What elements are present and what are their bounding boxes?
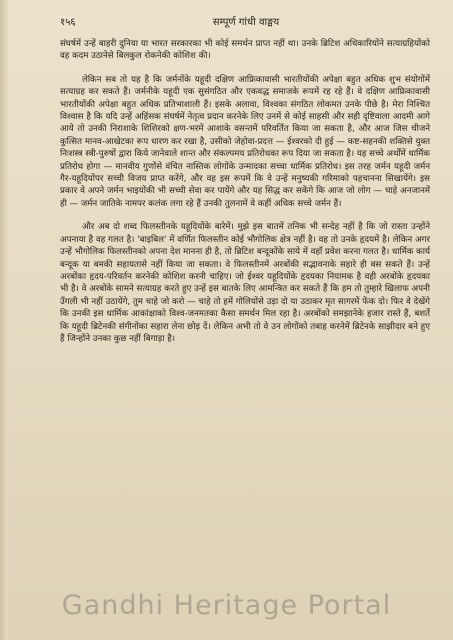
running-head (60, 14, 432, 30)
paragraph-continued: संघर्षमें उन्हें बाहरी दुनिया या भारत सरकारका भी कोई समर्थन प्राप्त नहीं था। उनके ब्रिटिश अधिकारियोंने सत्याग्रहियोंको वह कदम उठानेसे बिलकुल रोकनेकी कोशिश की। (60, 39, 430, 62)
page-edge-shadow (0, 0, 8, 640)
body-text (60, 38, 430, 345)
paragraph-palestine-jews: और अब दो शब्द फिलस्तीनके यहूदियोंके बारेमें। मुझे इस बातमें तनिक भी सन्देह नहीं है कि जो रास्ता उन्होंने अपनाया है वह गलत है। 'बाइबिल' में वर्णित फिलस्तीन कोई भौगोलिक क्षेत्र नहीं है। वह तो उनके हृदयमें है। लेकिन अगर उन्हें भौगोलिक फिलस्तीनको अपना देश मानना ही है, तो ब्रिटिश बन्दूकोंके साये में वहाँ प्रवेश करना गलत है। धार्मिक कार्य बन्दूक या बमकी सहायतासे नहीं किया जा सकता। वे फिलस्तीनमें अरबोंकी सद्भावनाके सहारे ही बस सकते हैं। उन्हें अरबोंका हृदय-परिवर्तन करनेकी कोशिश करनी चाहिए। जो ईश्वर यहूदियोंके हृदयका नियामक है वही अरबोंके हृदयका भी है। वे अरबोंके सामने सत्याग्रह करते हुए उन्हें इस बातके लिए आमन्त्रित कर सकते हैं कि हम तो तुम्हारे खिलाफ अपनी उँगली भी नहीं उठायेंगे, तुम चाहे जो करो — चाहे तो हमें गोलियोंसे उड़ा दो या उठाकर मृत सागरमें फेंक दो। फिर वे देखेंगे कि उनकी इस धार्मिक आकांक्षाको विश्व-जनमतका कैसा समर्थन मिल रहा है। अरबोंको समझानेके हजार रास्ते हैं, बशर्ते कि यहूदी ब्रिटेनकी संगीनोंका सहारा लेना छोड़ दें। लेकिन अभी तो वे उन लोगोंको तबाह करनेमें ब्रिटेनके साझीदार बने हुए हैं जिन्होंने उनका कुछ नहीं बिगाड़ा है। (60, 222, 430, 344)
watermark-text: Gandhi Heritage Portal (61, 590, 392, 621)
page-number: १५६ (60, 17, 76, 28)
book-title: सम्पूर्ण गांधी वाङ्मय (212, 17, 280, 28)
paragraph-german-jews: लेकिन सब तो यह है कि जर्मनोंके यहूदी दक्षिण आफ्रिकावासी भारतीयोंकी अपेक्षा बहुत अधिक शुभ संयोगोंमें सत्याग्रह कर सकते हैं। जर्मनीके यहूदी एक सुसंगठित और एकवद्ध समाजके रूपमें रह रहे हैं। वे दक्षिण आफ्रिकावासी भारतीयोंकी अपेक्षा बहुत अधिक प्रतिभाशाली हैं। इसके अलावा, विश्वका संगठित लोकमत उनके पीछे है। मेरा निश्चित विश्वास है कि यदि उन्हें अहिंसक संघर्षमें नेतृत्व प्रदान करनेके लिए उनमें से कोई साहसी और सही दृष्टिवाला आदमी आगे आये तो उनकी निराशाके शिशिरको क्षण-भरमें आशाके वसन्तमें परिवर्तित किया जा सकता है, और आज जिस चीजने कुत्सित मानव-आखेटका रूप धारण कर रखा है, उसीको जेहोवा-प्रदत्त — ईश्वरको दी हुई — कष्ट-सहनकी शक्तिसे युक्त निःशस्त्र स्त्री-पुरुषों द्वारा किये जानेवाले शान्त और संकल्पमय प्रतिरोधका रूप दिया जा सकता है। यह सच्चे अर्थोंमें धार्मिक प्रतिरोध होगा — मानवीय गुणोंसे वंचित नास्तिक लोगोंके उन्मादका सच्चा धार्मिक प्रतिरोध। इस तरह जर्मन यहूदी जर्मन गैर-यहूदियोंपर सच्ची विजय प्राप्त करेंगे, और वह इस रूपमें कि वे उन्हें मनुष्यकी गरिमाको पहचानना सिखायेंगे। इस प्रकार वे अपने जर्मन भाइयोंकी भी सच्ची सेवा कर पायेंगे और यह सिद्ध कर सकेंगे कि आज जो लोग — चाहे अनजानमें ही — जर्मन जातिके नामपर कलंक लगा रहे हैं उनकी तुलनामें वे कहीं अधिक सच्चे जर्मन हैं। (60, 74, 431, 209)
